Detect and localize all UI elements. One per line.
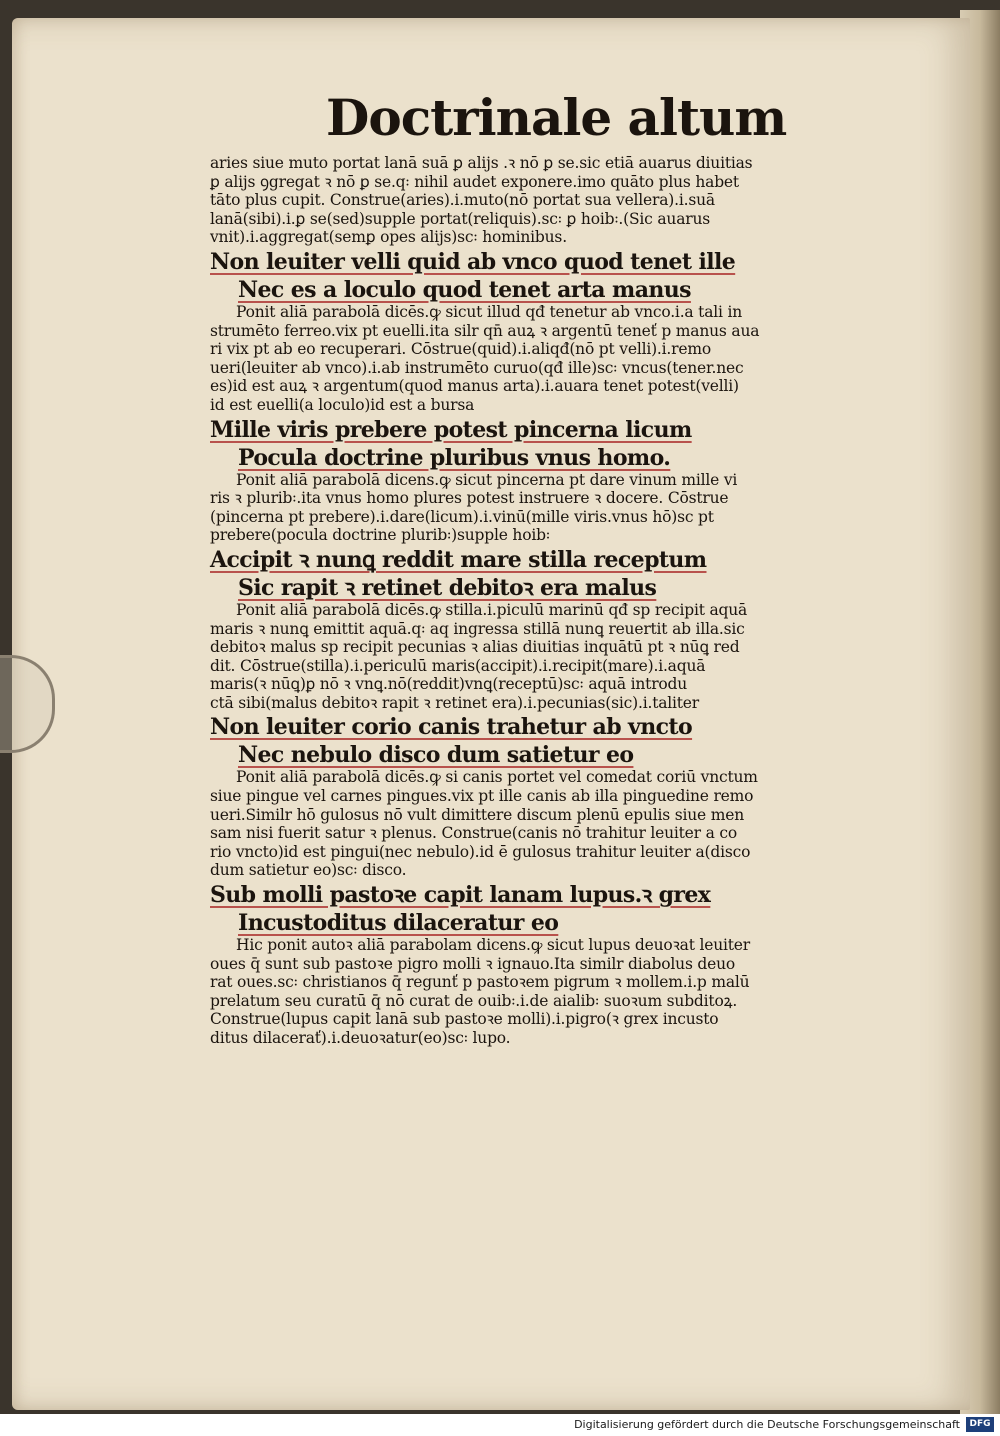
- commentary-line: Construe(lupus capit lanā sub pastoꝛe molli).i.pigro(ꝛ grex incusto: [210, 1010, 719, 1029]
- verse-line: Sub molli pastoꝛe capit lanam lupus.ꝛ grex: [210, 882, 711, 909]
- commentary-line: lanā(sibi).i.ꝑ se(sed)supple portat(reliquis).sc꞉ ꝑ hoib꞉.(Sic auarus: [210, 209, 710, 228]
- commentary-line: Ponit aliā parabolā dicēs.ꝙ sicut illud qđ tenetur ab vnco.i.a tali in: [236, 302, 743, 321]
- page-title: Doctrinale altum: [326, 88, 787, 147]
- commentary-line: Ponit aliā parabolā dicens.ꝙ sicut pincerna pt dare vinum mille vi: [236, 470, 738, 489]
- commentary-line: maris ꝛ nunꝗ emittit aquā.q꞉ aq ingressa stillā nunꝗ reuertit ab illa.sic: [210, 619, 745, 638]
- commentary-line: siue pingue vel carnes pingues.vix pt ille canis ab illa pinguedine remo: [210, 787, 754, 806]
- commentary-line: Ponit aliā parabolā dicēs.ꝙ stilla.i.piculū marinū qđ sp recipit aquā: [236, 600, 748, 619]
- commentary-line: prebere(pocula doctrine plurib꞉)supple hoib꞉: [210, 526, 550, 545]
- verse-line: Non leuiter corio canis trahetur ab vncto: [210, 714, 693, 741]
- commentary-line: id est euelli(a loculo)id est a bursa: [210, 395, 475, 414]
- verse-line: Accipit ꝛ nunꝗ reddit mare stilla receptum: [210, 546, 707, 573]
- commentary-line: tāto plus cupit. Construe(aries).i.muto(nō portat sua vellera).i.suā: [210, 191, 715, 210]
- commentary-line: es)id est auꝝ ꝛ argentum(quod manus arta).i.auara tenet potest(velli): [210, 377, 739, 396]
- commentary-line: Hic ponit autoꝛ aliā parabolam dicens.ꝙ sicut lupus deuoꝛat leuiter: [236, 936, 750, 955]
- commentary-line: ri vix pt ab eo recuperari. Cōstrue(quid).i.aliqđ(nō pt velli).i.remo: [210, 340, 711, 359]
- commentary-line: ueri.Similr hō gulosus nō vult dimittere discum plenū epulis siue men: [210, 805, 744, 824]
- commentary-line: sam nisi fuerit satur ꝛ plenus. Construe(canis nō trahitur leuiter a co: [210, 824, 737, 843]
- commentary-line: dum satietur eo)sc꞉ disco.: [210, 861, 407, 880]
- commentary-line: dit. Cōstrue(stilla).i.periculū maris(accipit).i.recipit(mare).i.aquā: [210, 656, 706, 675]
- page-text: [210, 88, 850, 1048]
- commentary-line: prelatum seu curatū q̄ nō curat de ouib꞉.i.de aialib꞉ suoꝛum subditoꝝ.: [210, 991, 738, 1010]
- commentary-line: ꝑ alijs ꝯgregat ꝛ nō ꝑ se.q꞉ nihil audet exponere.imo quāto plus habet: [210, 172, 739, 191]
- commentary-line: oues q̄ sunt sub pastoꝛe pigro molli ꝛ ignauo.Ita similr diabolus deuo: [210, 954, 736, 973]
- footer-bar: [0, 1414, 1000, 1436]
- commentary-line: maris(ꝛ nūꝗ)ꝑ nō ꝛ vnꝗ.nō(reddit)vnꝗ(receptū)sc꞉ aquā introdu: [210, 675, 688, 694]
- commentary-line: strumēto ferreo.vix pt euelli.ita silr qn̄ auꝝ ꝛ argentū teneť p manus aua: [210, 321, 760, 340]
- commentary-line: aries siue muto portat lanā suā ꝑ alijs .ꝛ nō ꝑ se.sic etiā auarus diuitias: [210, 154, 753, 172]
- dfg-logo: DFG: [966, 1417, 994, 1432]
- commentary-line: Ponit aliā parabolā dicēs.ꝙ si canis portet vel comedat coriū vnctum: [236, 768, 758, 787]
- commentary-line: ditus dilacerať).i.deuoꝛatur(eo)sc꞉ lupo.: [210, 1029, 511, 1047]
- commentary-line: ctā sibi(malus debitoꝛ rapit ꝛ retinet era).i.pecunias(sic).i.taliter: [210, 693, 699, 712]
- commentary-line: vnit).i.aggregat(semꝑ opes alijs)sc꞉ hominibus.: [210, 228, 567, 247]
- text-blocks: [210, 154, 850, 1048]
- footer-credit: Digitalisierung gefördert durch die Deutsche Forschungsgemeinschaft: [574, 1418, 960, 1431]
- commentary-line: ris ꝛ plurib꞉.ita vnus homo plures potest instruere ꝛ docere. Cōstrue: [210, 489, 729, 508]
- verse-line: Nec es a loculo quod tenet arta manus: [238, 276, 691, 303]
- commentary-line: rat oues.sc꞉ christianos q̄ regunť p pastoꝛem pigrum ꝛ mollem.i.p malū: [210, 973, 750, 992]
- commentary-line: rio vncto)id est pingui(nec nebulo).id ē gulosus trahitur leuiter a(disco: [210, 842, 751, 861]
- verse-line: Pocula doctrine pluribus vnus homo.: [238, 444, 671, 471]
- verse-line: Sic rapit ꝛ retinet debitoꝛ era malus: [238, 574, 657, 601]
- verse-line: Non leuiter velli quid ab vnco quod tenet ille: [210, 248, 736, 275]
- verse-line: Incustoditus dilaceratur eo: [238, 910, 559, 937]
- commentary-line: ueri(leuiter ab vnco).i.ab instrumēto curuo(qđ ille)sc꞉ vncus(tener.nec: [210, 358, 744, 377]
- commentary-line: debitoꝛ malus sp recipit pecunias ꝛ alias diuitias inquātū pt ꝛ nūꝗ red: [210, 638, 740, 657]
- commentary-line: (pincerna pt prebere).i.dare(licum).i.vinū(mille viris.vnus hō)sc pt: [210, 507, 714, 526]
- verse-line: Mille viris prebere potest pincerna licum: [210, 416, 692, 443]
- verse-line: Nec nebulo disco dum satietur eo: [238, 742, 634, 769]
